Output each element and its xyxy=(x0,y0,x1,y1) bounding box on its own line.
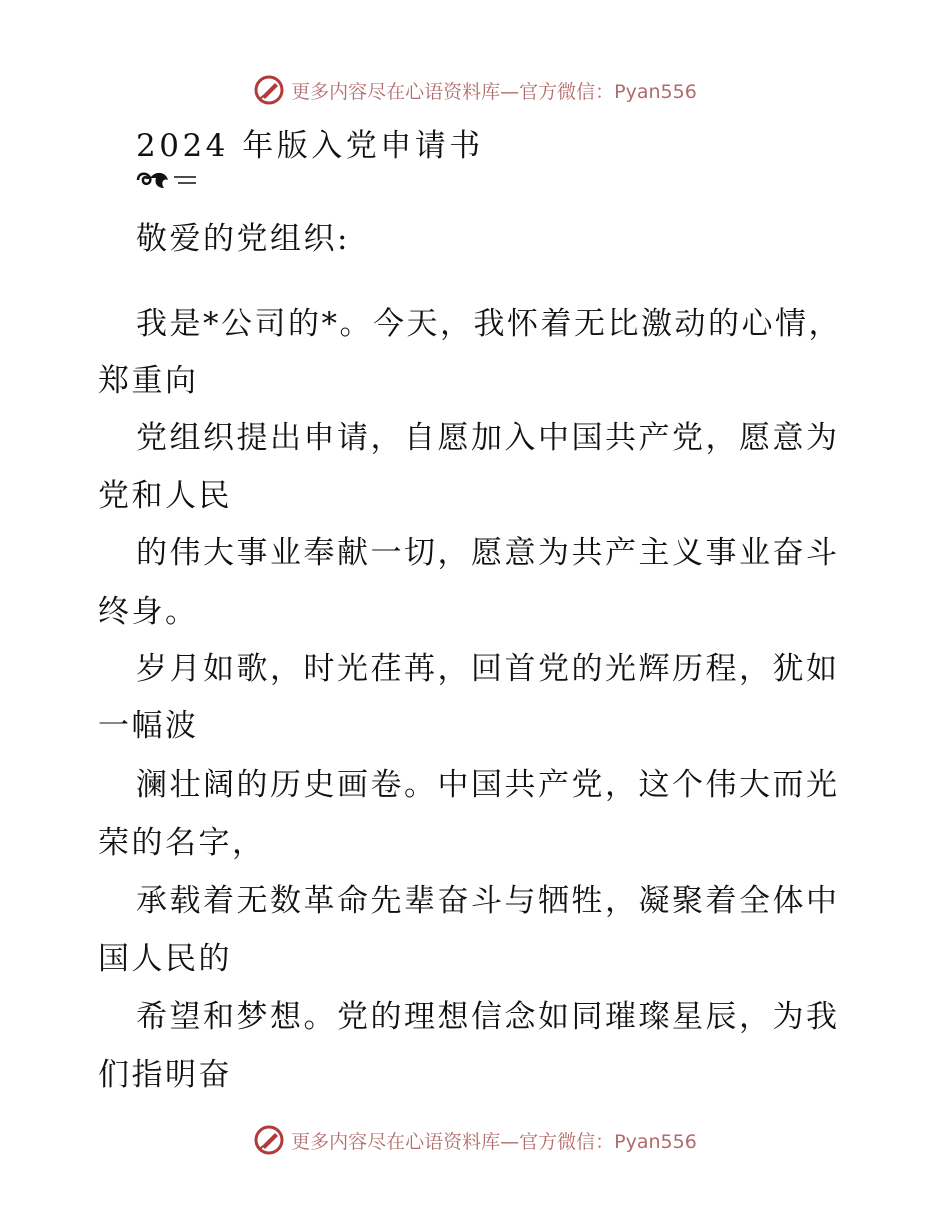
salutation: 敬爱的党组织: xyxy=(136,221,350,257)
paragraph-line: 终身。 xyxy=(98,594,199,630)
paragraph-line: 郑重向 xyxy=(98,363,199,399)
watermark-text: 更多内容尽在心语资料库—官方微信：Pyan556 xyxy=(291,1130,697,1153)
paragraph-line: 国人民的 xyxy=(98,941,232,977)
paragraph-line: 党和人民 xyxy=(98,478,232,514)
document-title: 2024 年版入党申请书 xyxy=(136,128,484,164)
footer-watermark xyxy=(0,1120,950,1160)
header-watermark xyxy=(0,70,950,110)
paragraph-line: 荣的名字， xyxy=(98,825,266,861)
watermark-text: 更多内容尽在心语资料库—官方微信：Pyan556 xyxy=(291,80,697,103)
paragraph-line: 希望和梦想。党的理想信念如同璀璨星辰，为我 xyxy=(136,999,840,1035)
paragraph-line: 党组织提出申请，自愿加入中国共产党，愿意为 xyxy=(136,420,840,456)
paragraph-line: 的伟大事业奉献一切，愿意为共产主义事业奋斗 xyxy=(136,535,840,571)
brand-logo-icon xyxy=(253,1124,285,1156)
paragraph-line: 一幅波 xyxy=(98,708,199,744)
paragraph-line: 们指明奋 xyxy=(98,1057,232,1093)
paragraph-line: 我是*公司的*。今天，我怀着无比激动的心情， xyxy=(136,306,842,342)
decorative-ornament-icon xyxy=(134,166,202,194)
paragraph-line: 承载着无数革命先辈奋斗与牺牲，凝聚着全体中 xyxy=(136,883,840,919)
paragraph-line: 岁月如歌，时光荏苒，回首党的光辉历程，犹如 xyxy=(136,651,840,687)
brand-logo-icon xyxy=(253,74,285,106)
paragraph-line: 澜壮阔的历史画卷。中国共产党，这个伟大而光 xyxy=(136,767,840,803)
